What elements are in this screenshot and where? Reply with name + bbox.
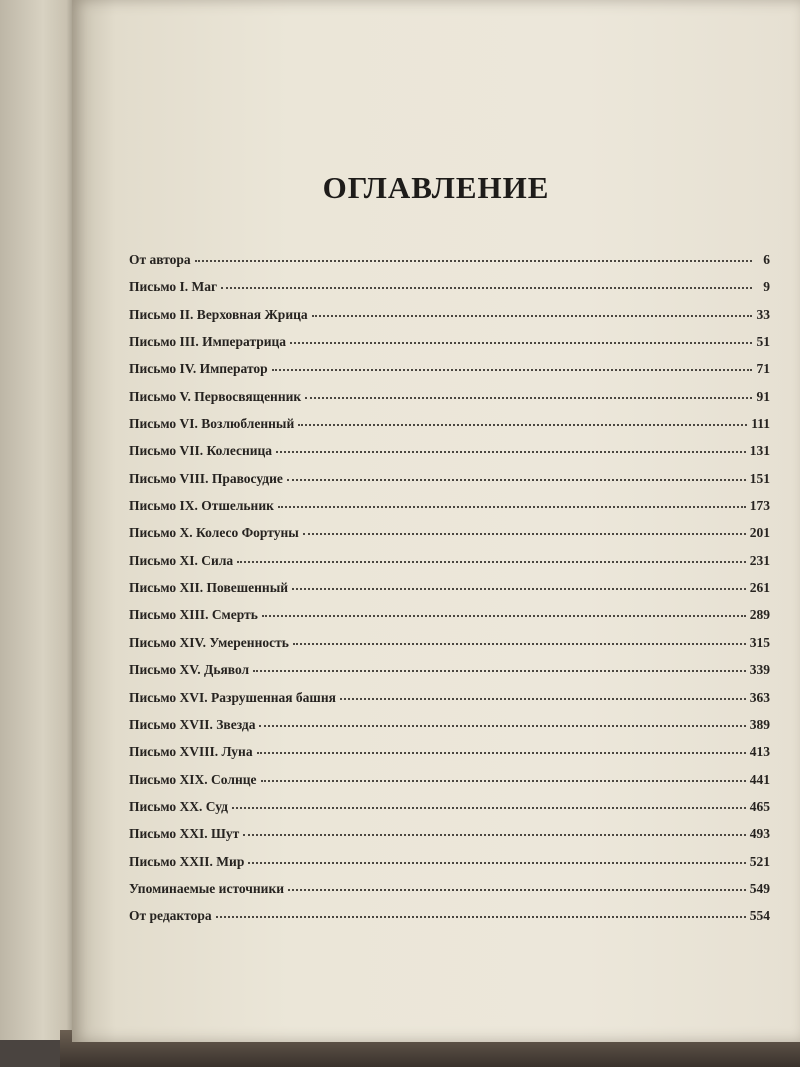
toc-entry-title: Письмо XVI. Разрушенная башня [129,689,336,705]
toc-entry-title: Письмо IX. Отшельник [129,498,274,514]
dot-leader [303,532,746,535]
dot-leader [298,423,747,426]
toc-entry-page-number: 554 [749,908,770,924]
dot-leader [243,833,745,836]
toc-entry-page-number: 71 [756,361,770,377]
toc-entry [129,471,770,498]
book-page [72,0,800,1042]
dot-leader [305,396,752,399]
toc-entry [129,744,770,771]
toc-entry-title: Письмо XIV. Умеренность [129,634,289,650]
toc-entry [129,717,770,744]
toc-entry-title: Письмо VI. Возлюбленный [129,416,295,432]
toc-entry [129,498,770,525]
toc-entry-title: Упоминаемые источники [129,880,285,896]
toc-entry-page-number: 363 [749,689,770,705]
toc-entry-title: Письмо VII. Колесница [129,443,273,459]
toc-entry-page-number: 465 [749,798,770,814]
dot-leader [292,587,746,590]
dot-leader [272,368,752,371]
toc-entry-page-number: 339 [749,662,770,678]
toc-entry [129,854,770,881]
toc-entry-title: Письмо I. Маг [129,279,218,295]
toc-entry-title: Письмо XI. Сила [129,552,234,568]
toc-entry [129,690,770,717]
toc-entry-page-number: 315 [749,634,770,650]
toc-entry-page-number: 131 [749,443,770,459]
dot-leader [287,478,746,481]
toc-entry [129,580,770,607]
toc-entry-page-number: 389 [749,716,770,732]
toc-entry [129,772,770,799]
toc-entry [129,334,770,361]
dot-leader [232,806,746,809]
dot-leader [293,642,746,645]
dot-leader [278,505,746,508]
toc-entry [129,252,770,279]
toc-entry-title: Письмо XXI. Шут [129,826,240,842]
toc-entry-title: Письмо XIII. Смерть [129,607,258,623]
toc-entry-title: Письмо V. Первосвященник [129,388,302,404]
adjacent-page-edge [0,0,78,1040]
dot-leader [259,724,745,727]
toc-entry [129,881,770,908]
dot-leader [262,614,746,617]
dot-leader [248,861,745,864]
toc-entry-page-number: 6 [763,252,770,267]
toc-entry [129,525,770,552]
toc-entry-title: Письмо III. Императрица [129,334,287,350]
toc-entry-page-number: 9 [763,279,770,295]
toc-entry [129,826,770,853]
toc-entry-title: Письмо II. Верховная Жрица [129,306,308,322]
toc-entry-title: Письмо XVII. Звезда [129,716,256,732]
toc-entry [129,443,770,470]
toc-entry [129,908,770,935]
toc-entry [129,799,770,826]
toc-entry-title: Письмо XV. Дьявол [129,662,250,678]
toc-entry-page-number: 151 [749,470,770,486]
toc-entry-title: Письмо XVIII. Луна [129,744,253,760]
dot-leader [312,314,752,317]
toc-entry-page-number: 441 [749,771,770,787]
toc-entry-title: Письмо XX. Суд [129,798,228,814]
toc-entry-page-number: 173 [749,498,770,514]
toc-entry-page-number: 493 [749,826,770,842]
toc-entry [129,607,770,634]
dot-leader [288,888,746,891]
toc-entry [129,361,770,388]
toc-entry-page-number: 91 [756,388,770,404]
dot-leader [276,450,746,453]
toc-entry-page-number: 201 [749,525,770,541]
toc-entry [129,635,770,662]
dot-leader [257,751,746,754]
toc-entry-page-number: 549 [749,880,770,896]
dot-leader [221,286,752,289]
toc-entry-page-number: 261 [749,580,770,596]
toc-entry-page-number: 33 [756,306,770,322]
toc-entry-page-number: 231 [749,552,770,568]
toc-entry-title: От автора [129,252,191,267]
toc-entry-title: От редактора [129,908,212,924]
toc-entry-title: Письмо VIII. Правосудие [129,470,283,486]
toc-entry [129,279,770,306]
toc-entry [129,553,770,580]
toc-entry-title: Письмо XIX. Солнце [129,771,257,787]
toc-entry [129,416,770,443]
page-title: ОГЛАВЛЕНИЕ [322,170,550,205]
dot-leader [261,779,746,782]
toc-entry-title: Письмо XXII. Мир [129,853,245,869]
toc-entry-page-number: 111 [751,416,770,432]
toc-entry [129,307,770,334]
toc-entry-page-number: 51 [756,334,770,350]
dot-leader [216,915,746,918]
toc-entry-title: Письмо X. Колесо Фортуны [129,525,299,541]
dot-leader [195,259,752,262]
toc-entry [129,389,770,416]
dot-leader [237,560,746,563]
toc-entry-title: Письмо IV. Император [129,361,268,377]
toc-entry-page-number: 413 [749,744,770,760]
toc-entry-title: Письмо XII. Повешенный [129,580,289,596]
toc-entry-page-number: 521 [749,853,770,869]
dot-leader [340,697,746,700]
dot-leader [290,341,752,344]
toc-entry-page-number: 289 [749,607,770,623]
table-of-contents [129,252,770,936]
dot-leader [253,669,746,672]
toc-entry [129,662,770,689]
